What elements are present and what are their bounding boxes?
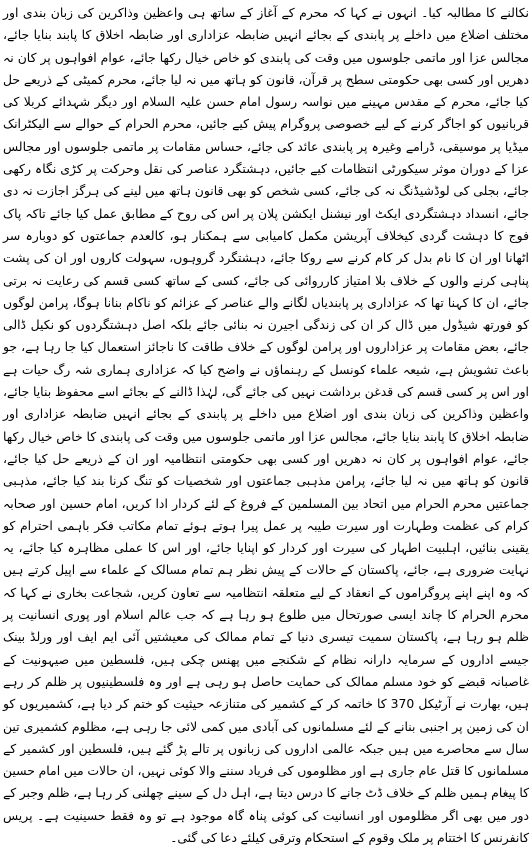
article-body: نکالنے کا مطالبہ کیا۔ انہوں نے کہا کہ محرم کے آغاز کے ساتھ ہی واعظین وذاکرین کی زبان بندی اور مختلف اضلاع میں داخلے پر پابندی کے بجائے انہیں ضابطہ عزاداری اور ضابطہ اخلاق کا پابند بنایا جائے، مجالس عزا اور ماتمی جلوسوں میں وقت کی پابندی کو خاص خیال رکھا جائے، عوام افواہوں پر کان نہ دھریں اور کسی بھی حکومتی سطح پر قرآن، قانون کو ہاتھ میں نہ لیا جائے، محرم کمیٹی کے ذریعے حل کیا جائے، محرم کے مقدس مہینے میں نواسہ رسول امام حسن علیہ السلام اور دیگر شہدائے کربلا کی قربانیوں کو اجاگر کرنے کے لیے خصوصی پروگرام پیش کیے جائیں، محرم الحرام کے حوالے سے الیکٹرانک میڈیا پر موسیقی، ڈرامے وغیرہ پر پابندی عائد کی جائے، حساس مقامات پر ماتمی جلوسوں اور مجالس عزا کے دوران موثر سیکورٹی انتظامات کیے جائیں، دہشتگرد عناصر کی نقل وحرکت پر کڑی نگاہ رکھی جائے، بجلی کی لوڈشیڈنگ نہ کی جائے، کسی شخص کو بھی قانون ہاتھ میں لینے کی ہرگز اجازت نہ دی جائے، انسداد دہشتگردی ایکٹ اور نیشنل ایکشن پلان پر اس کی روح کے مطابق عمل کیا جائے تاکہ پاک فوج کا دہشت گردی کیخلاف آپریشن مکمل کامیابی سے ہمکنار ہو، کالعدم جماعتوں کو دوبارہ سر اٹھانا اور ان کا نام بدل کر کام کرنے سے روکا جائے، دہشتگرد گروہوں، سہولت کاروں اور ان کی پشت پناہی کرنے والوں کے خلاف بلا امتیاز کارروائی کی جائے، کسی کے ساتھ کسی قسم کی رعایت نہ برتی جائے، ان کا کہنا تھا کہ عزاداری پر پابندیاں لگانے والے عناصر کے عزائم کو ناکام بنانا ہوگا، پرامن لوگوں کو فورتھ شیڈول میں ڈال کر ان کی زندگی اجیرن نہ بنائی جائے بلکہ اصل دہشتگردوں کو نکیل ڈالی جائے، بعض مقامات پر عزاداروں اور پرامن لوگوں کے خلاف طاقت کا ناجائز استعمال کیا جا رہا ہے، جو باعث تشویش ہے، شیعہ علماء کونسل کے رہنماؤں نے واضح کیا کہ عزاداری ہماری شہ رگ حیات ہے اور اس پر کسی قسم کی قدغن برداشت نہیں کی جائے گی، لہٰذا ڈالنے کے بجائے اسے محفوظ بنایا جائے، واعظین وذاکرین کی زبان بندی اور اضلاع میں داخلے پر پابندی کے بجائے انہیں ضابطہ عزاداری اور ضابطہ اخلاق کا پابند بنایا جائے، مجالس عزا اور ماتمی جلوسوں میں وقت کی پابندی کا خاص خیال رکھا جائے، عوام افواہوں پر کان نہ دھریں اور کسی بھی حکومتی انتظامیہ اور ان کے ذریعے حل کیا جائے، قانون کو ہاتھ میں نہ لیا جائے، پرامن مذہبی جماعتوں اور شخصیات کو تنگ کرنا بند کیا جائے، مذہبی جماعتیں محرم الحرام میں اتحاد بین المسلمین کے فروغ کے لئے کردار ادا کریں، امام حسین اور صحابہ کرام کی عظمت وطہارت اور سیرت طیبہ پر عمل پیرا ہوتے ہوئے تمام مکاتب فکر باہمی احترام کو یقینی بنائیں، اہلبیت اطہار کی سیرت اور کردار کو اپنایا جائے، اور اس کا عملی مظاہرہ کیا جائے، یہ نہایت ضروری ہے، جائے، پاکستان کے حالات کے پیش نظر ہم تمام مسالک کے علماء سے اپیل کرتے ہیں کہ وہ اپنے اپنے پروگراموں کے انعقاد کے لیے متعلقہ انتظامیہ سے تعاون کریں، شجاعت بخاری نے کہا کہ محرم الحرام کا چاند ایسی صورتحال میں طلوع ہو رہا ہے کہ جب عالم اسلام اور پوری انسانیت پر ظلم ہو رہا ہے، پاکستان سمیت تیسری دنیا کے تمام ممالک کی معیشتیں آئی ایم ایف اور ورلڈ بینک جیسے اداروں کے سرمایہ دارانہ نظام کے شکنجے میں پھنس چکی ہیں، فلسطین میں صیہونیت کے غاصبانہ قبضے کو خود مسلم ممالک کی حمایت حاصل ہو رہی ہے اور وہ فلسطینیوں پر ظلم کر رہے ہیں، بھارت نے آرٹیکل 370 کا خاتمہ کر کے کشمیر کی متنازعہ حیثیت کو ختم کر دیا ہے، کشمیریوں کو ان کی زمین پر اجنبی بنانے کے لئے مسلمانوں کی آبادی میں کمی لائی جا رہی ہے، مظلوم کشمیری تین سال سے محاصرے میں ہیں جبکہ عالمی اداروں کی زبانوں پر تالے پڑ گئے ہیں، فلسطین اور کشمیر کے مسلمانوں کا قتل عام جاری ہے اور مظلوموں کی فریاد سننے والا کوئی نہیں، ان حالات میں امام حسین کا پیغام ہمیں ظلم کے خلاف ڈٹ جانے کا درس دیتا ہے، اہل دل کے سینے چھلنی کر رہا ہے، ظلم وجبر کے دور میں بھی اگر مظلوموں اور انسانیت کی کوئی پناہ گاہ موجود ہے تو وہ فقط حسینیت ہے۔ پریس کانفرنس کا اختتام پر ملک وقوم کے استحکام وترقی کیلئے دعا کی گئی۔ <box>3 5 529 845</box>
